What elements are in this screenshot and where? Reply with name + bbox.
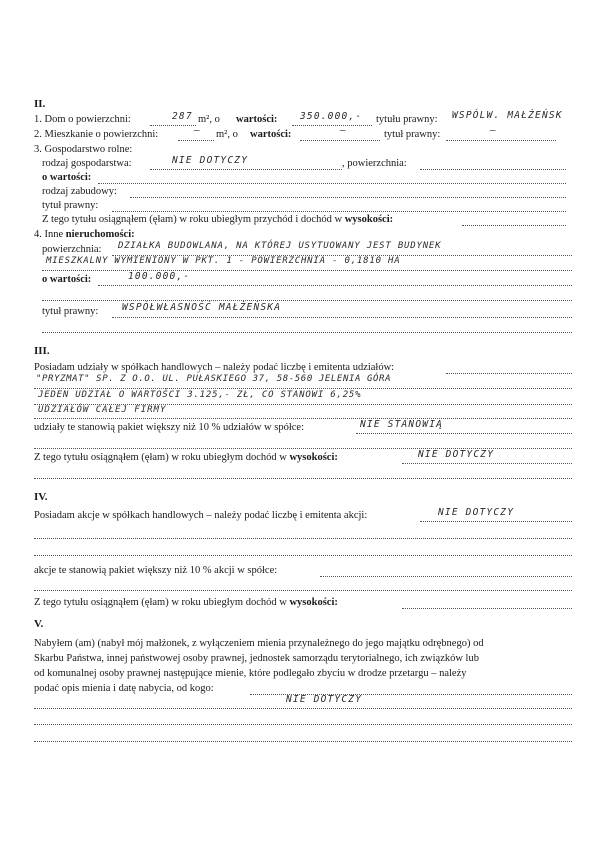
house-area: 287 xyxy=(172,111,193,122)
farm-value-label: o wartości: xyxy=(42,172,92,183)
acquired-value: NIE DOTYCZY xyxy=(286,694,363,705)
farm-title-label: tytuł prawny: xyxy=(42,200,99,211)
acquired-text-line4: podać opis mienia i datę nabycia, od kogo: xyxy=(34,683,214,694)
farm-income-label: Z tego tytułu osiągnąłem (ęłam) w roku ubiegłym przychód i dochód w wysokości: xyxy=(42,214,394,225)
shares-income-label: Z tego tytułu osiągnąłem (ęłam) w roku ubiegłym dochód w wysokości: xyxy=(34,452,338,463)
house-label: 1. Dom o powierzchni: xyxy=(34,114,131,125)
other-property-label: 4. Inne nieruchomości: xyxy=(34,229,135,240)
shares-income-value: NIE DOTYCZY xyxy=(418,449,495,460)
flat-value-label: wartości: xyxy=(250,129,292,140)
flat-title: — xyxy=(490,125,497,136)
section-v-heading: V. xyxy=(34,618,44,630)
shares-line1: "PRYZMAT" SP. Z O.O. UL. PUŁASKIEGO 37, 58-560 JELENIA GÓRA xyxy=(36,374,392,384)
farm-building-label: rodzaj zabudowy: xyxy=(42,186,117,197)
stocks-label: Posiadam akcje w spółkach handlowych – należy podać liczbę i emitenta akcji: xyxy=(34,510,368,521)
house-unit: m², o xyxy=(198,114,220,125)
other-title: WSPÓŁWŁASNOŚĆ MAŁŻEŃSKA xyxy=(122,302,282,313)
farm-area-label: , powierzchnia: xyxy=(342,158,407,169)
stocks-pakiet-label: akcje te stanowią pakiet większy niż 10 % akcji w spółce: xyxy=(34,565,278,576)
farm-type-label: rodzaj gospodarstwa: xyxy=(42,158,132,169)
flat-title-label: tytuł prawny: xyxy=(384,129,441,140)
shares-line3: UDZIAŁÓW CAŁEJ FIRMY xyxy=(38,405,167,415)
acquired-text-line1: Nabyłem (am) (nabył mój małżonek, z wyłączeniem mienia przynależnego do jego majątku odrębnego) od xyxy=(34,638,484,649)
shares-pakiet-label: udziały te stanowią pakiet większy niż 10 % udziałów w spółce: xyxy=(34,422,305,433)
stocks-income-label: Z tego tytułu osiągnąłem (ęłam) w roku ubiegłym dochód w wysokości: xyxy=(34,597,338,608)
house-title-label: tytułu prawny: xyxy=(376,114,438,125)
section-iv-heading: IV. xyxy=(34,491,48,503)
house-title: WSPÓLW. MAŁŻEŃSK xyxy=(452,110,563,121)
house-value: 350.000,- xyxy=(300,111,363,122)
flat-area: — xyxy=(194,125,201,136)
section-ii-heading: II. xyxy=(34,98,46,110)
other-area-line2: MIESZKALNY WYMIENIONY W PKT. 1 - POWIERZCHNIA - 0,1810 HA xyxy=(46,256,401,266)
flat-value: — xyxy=(340,125,347,136)
shares-pakiet-value: NIE STANOWIĄ xyxy=(360,419,444,430)
other-value-label: o wartości: xyxy=(42,274,92,285)
acquired-text-line2: Skarbu Państwa, innej państwowej osoby prawnej, jednostek samorządu terytorialnego, ich związków lub xyxy=(34,653,479,664)
flat-label: 2. Mieszkanie o powierzchni: xyxy=(34,129,159,140)
other-area-label: powierzchnia: xyxy=(42,244,102,255)
acquired-text-line3: od komunalnej osoby prawnej następujące mienie, które podlegało zbyciu w drodze przetargu – należy xyxy=(34,668,467,679)
other-area-line1: DZIAŁKA BUDOWLANA, NA KTÓREJ USYTUOWANY JEST BUDYNEK xyxy=(118,241,442,251)
house-value-label: wartości: xyxy=(236,114,278,125)
stocks-value: NIE DOTYCZY xyxy=(438,507,515,518)
farm-type: NIE DOTYCZY xyxy=(172,155,249,166)
shares-label: Posiadam udziały w spółkach handlowych – należy podać liczbę i emitenta udziałów: xyxy=(34,362,395,373)
farm-label: 3. Gospodarstwo rolne: xyxy=(34,144,133,155)
section-iii-heading: III. xyxy=(34,345,50,357)
other-title-label: tytuł prawny: xyxy=(42,306,99,317)
shares-line2: JEDEN UDZIAŁ O WARTOŚCI 3.125,- ZŁ, CO STANOWI 6,25% xyxy=(38,390,362,400)
other-value: 100.000,- xyxy=(128,271,191,282)
flat-unit: m², o xyxy=(216,129,238,140)
